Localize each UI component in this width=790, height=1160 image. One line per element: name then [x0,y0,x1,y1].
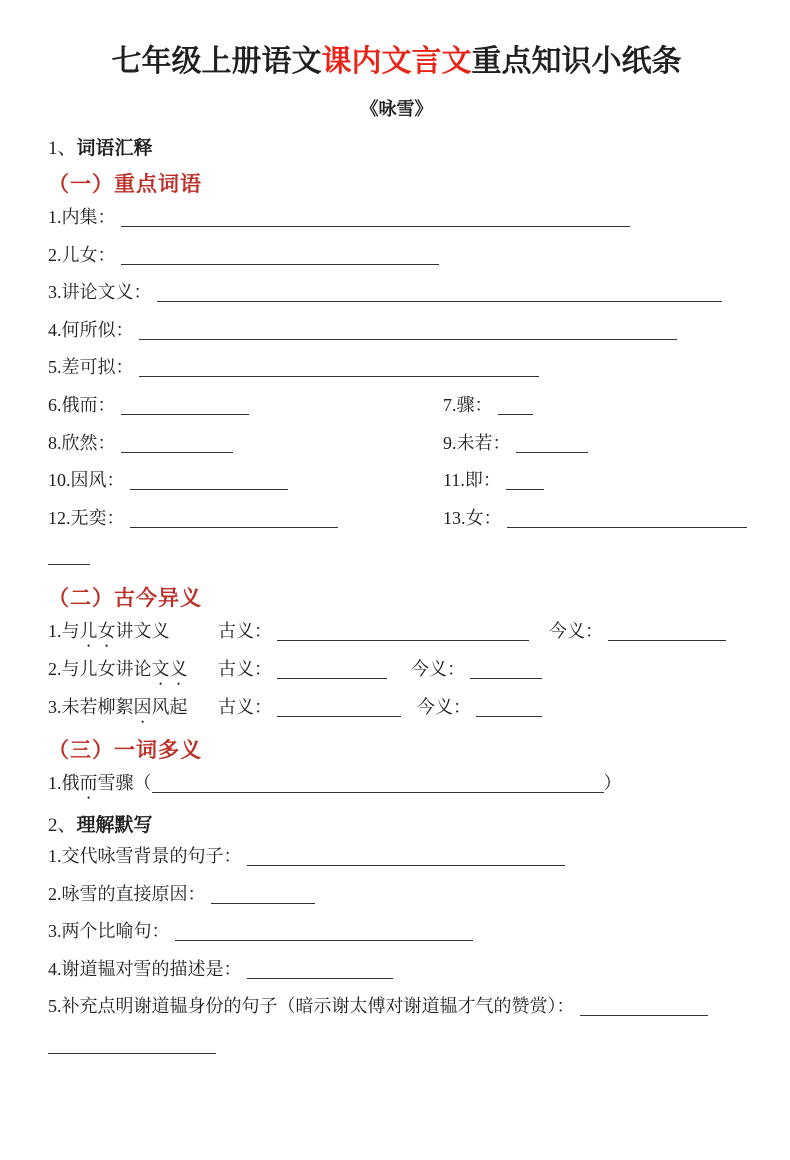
term-row-6-7 [48,387,745,425]
blank-line [48,563,90,565]
term-label-6: 6.俄而： [48,394,116,415]
blank-line [277,677,387,679]
term-row-2 [48,237,745,275]
page-title [48,42,745,82]
dictation-label-3: 3.两个比喻句： [48,921,170,942]
term-label-1: 1.内集： [48,207,116,227]
blank-line [498,413,533,415]
dictation-row-5 [48,988,745,1026]
blank-line [130,526,338,528]
part-3-heading: （三）一词多义 [48,737,202,762]
blank-line [277,639,529,641]
section-1-title: 词语汇释 [76,138,153,159]
term-row-8-9 [48,425,745,463]
phrase-text: 3.未若柳絮 [48,696,134,717]
dictation-label-2: 2.咏雪的直接原因： [48,883,206,904]
term-label-8: 8.欣然： [48,432,116,453]
open-paren: （ [133,772,152,793]
blank-line [48,1052,216,1054]
phrase-text: 2.与儿女讲论 [48,658,152,679]
blank-line [211,902,315,904]
gujin-row-2 [48,651,745,689]
section-2-number: 2、 [48,814,77,836]
blank-line [157,300,722,302]
blank-line [121,263,439,265]
term-row-10-11 [48,462,745,500]
blank-line [139,338,677,340]
blank-line [175,939,473,941]
blank-line [507,526,747,528]
dictation-row-4 [48,951,745,989]
blank-line [130,488,288,490]
dictation-row-1 [48,838,745,876]
lesson-subtitle: 《咏雪》 [360,99,433,119]
term-label-5: 5.差可拟： [48,357,134,378]
term-row-4 [48,312,745,350]
term-label-2: 2.儿女： [48,244,116,265]
polysemy-row-1 [48,765,745,803]
title-highlight: 课内文言文 [321,45,472,78]
blank-line [580,1014,708,1016]
blank-line [247,977,393,979]
blank-line [516,451,588,453]
phrase-text: 1.与 [48,620,80,641]
title-part-2: 重点知识小纸条 [471,45,682,78]
dictation-label-5: 5.补充点明谢道韫身份的句子（暗示谢太傅对谢道韫才气的赞赏）： [48,996,575,1017]
blank-line [121,451,233,453]
gu-label: 古义： [218,658,272,679]
phrase-emphasized: 文义 [151,658,188,679]
section-2-heading [48,813,745,838]
close-paren: ） [603,772,622,793]
term-row-3 [48,274,745,312]
blank-line [608,639,726,641]
blank-line [139,375,539,377]
term-row-12-13 [48,500,745,538]
gujin-phrase-2 [48,651,218,689]
blank-line [476,715,542,717]
title-part-1: 七年级上册语文 [111,45,322,78]
phrase-emphasized: 而 [79,772,98,793]
blank-line [121,413,249,415]
gujin-row-3 [48,689,745,727]
gujin-phrase-3 [48,689,218,727]
section-2-title: 理解默写 [76,814,153,836]
term-label-9: 9.未若： [443,432,511,453]
blank-line [470,677,542,679]
term-label-4: 4.何所似： [48,319,134,340]
gujin-phrase-1 [48,613,218,651]
term-label-11: 11.即： [443,470,501,491]
part-2-heading: （二）古今异义 [48,585,202,610]
dictation-row-3 [48,913,745,951]
term-label-7: 7.骤： [443,394,493,415]
section-1-heading [48,136,745,161]
term-label-10: 10.因风： [48,470,125,491]
blank-line [506,488,544,490]
jin-label: 今义： [417,696,471,717]
phrase-text: 讲文义 [115,620,170,641]
part-1-heading: （一）重点词语 [48,172,202,196]
gujin-row-1 [48,613,745,651]
term-row-1 [48,199,745,237]
blank-line [277,715,401,717]
jin-label: 今义： [411,658,465,679]
phrase-text: 雪骤 [97,772,134,793]
worksheet-page [0,42,790,1064]
phrase-emphasized: 儿女 [79,620,116,641]
dictation-label-1: 1.交代咏雪背景的句子： [48,845,242,866]
jin-label: 今义： [549,620,603,641]
continuation-row-2 [48,1026,745,1064]
phrase-emphasized: 因 [133,696,152,717]
phrase-text: 1.俄 [48,772,80,793]
gu-label: 古义： [218,696,272,717]
dictation-row-2 [48,876,745,914]
gu-label: 古义： [218,620,272,641]
term-label-12: 12.无奕： [48,507,125,528]
term-label-13: 13.女： [443,507,502,528]
term-label-3: 3.讲论文义： [48,282,152,303]
dictation-label-4: 4.谢道韫对雪的描述是： [48,958,242,979]
phrase-text: 风起 [151,696,188,717]
blank-line [121,225,630,227]
blank-line [152,791,604,793]
blank-line [247,864,565,866]
section-1-number: 1、 [48,138,77,159]
continuation-row [48,537,745,575]
term-row-5 [48,349,745,387]
